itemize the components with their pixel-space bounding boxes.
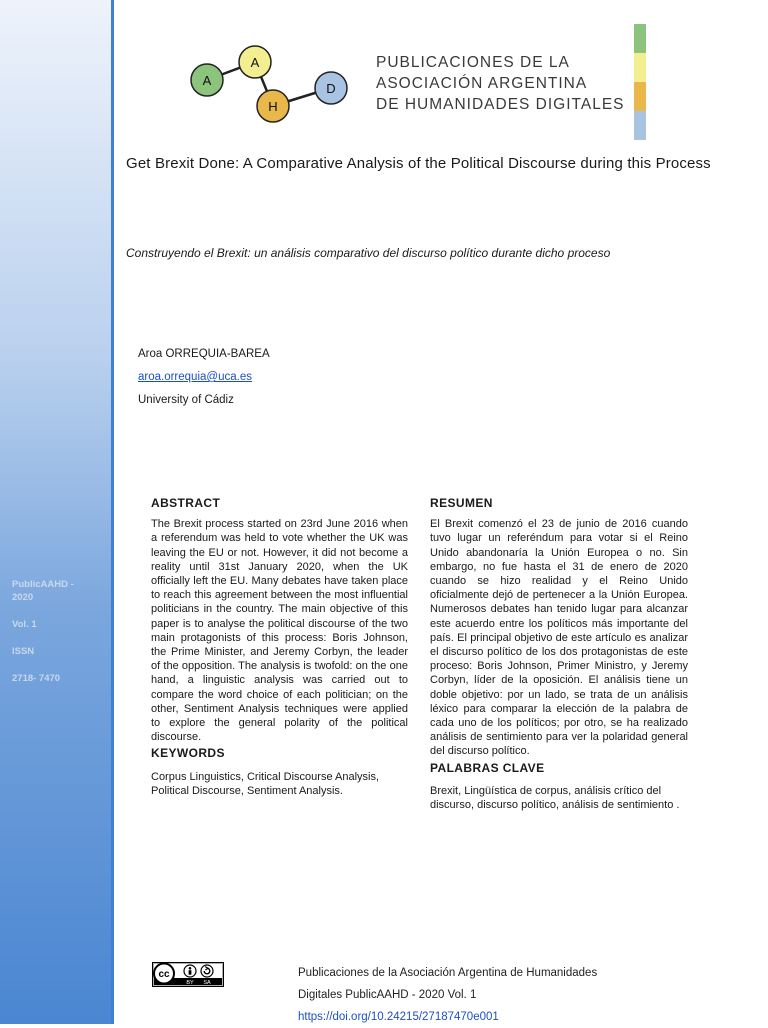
footer-line-2: Digitales PublicAAHD - 2020 Vol. 1 — [298, 989, 477, 1001]
author-name: Aroa ORREQUIA-BAREA — [138, 348, 270, 360]
publisher-name — [376, 52, 625, 115]
author-affiliation: University of Cádiz — [138, 394, 234, 406]
abstract-text: The Brexit process started on 23rd June 2016 when a referendum was held to vote whether the UK was leaving the EU or not. However, it did not become a reality until 31st January 2020, when the UK officially left the EU. Many debates have taken place to reach this agreement between the most influential politicians in the country. The main objective of this paper is to analyse the political discourse of the two main protagonists of this process: Boris Johnson, the Prime Minister, and Jeremy Corbyn, the leader of the opposition. The analysis is twofold: on the one hand, a linguistic analysis was carried out to compare the word choice of each politician; on the other, Sentiment Analysis techniques were applied to explore the general polarity of the political discourse. — [151, 518, 408, 744]
sidebar-issn: 2718- 7470 — [12, 673, 61, 684]
sidebar-issn-label: ISSN — [12, 646, 35, 657]
publisher-line-1: PUBLICACIONES DE LA — [376, 54, 570, 71]
resumen-column — [430, 496, 688, 812]
sidebar-year: 2020 — [12, 592, 34, 603]
publisher-line-2: ASOCIACIÓN ARGENTINA — [376, 75, 588, 92]
author-block — [138, 343, 270, 412]
resumen-text: El Brexit comenzó el 23 de junio de 2016 cuando tuvo lugar un referéndum para votar si el Reino Unido abandonaría la Unión Europea o no. Sin embargo, no fue hasta el 31 de enero de 2020 cuando se hizo realidad y el Reino Unido oficialmente dejó de pertenecer a la Unión Europea. Numerosos debates han tenido lugar para alcanzar este acuerdo entre los políticos más importante del país. El principal objetivo de este artículo es analizar el discurso político de los dos protagonistas de este proceso: Boris Johnson, Primer Ministro, y Jeremy Corbyn, líder de la oposición. El análisis tiene un doble objetivo: por un lado, se trata de un análisis léxico para comparar la elección de la palabra de cada uno de los políticos; por otro, se ha realizado análisis de sentimiento para ver la polaridad general del discurso político. — [430, 518, 688, 758]
doi-link[interactable]: https://doi.org/10.24215/27187470e001 — [298, 1011, 499, 1023]
article-subtitle: Construyendo el Brexit: un análisis comparativo del discurso político durante dicho proceso — [126, 246, 611, 260]
abstract-heading: ABSTRACT — [151, 496, 221, 510]
license-by-label: BY — [186, 980, 194, 986]
stripe-green — [634, 24, 646, 53]
keywords-text: Corpus Linguistics, Critical Discourse Analysis, Political Discourse, Sentiment Analysis. — [151, 770, 380, 797]
publisher-line-3: DE HUMANIDADES DIGITALES — [376, 96, 625, 113]
logo-letter-a2: A — [250, 55, 260, 70]
resumen-heading: RESUMEN — [430, 496, 493, 510]
stripe-blue — [634, 111, 646, 140]
author-email-link[interactable]: aroa.orrequia@uca.es — [138, 371, 252, 383]
logo-letter-d: D — [326, 81, 336, 96]
abstract-column — [151, 496, 408, 798]
sidebar-journal: PublicAAHD - — [12, 579, 74, 590]
left-sidebar — [0, 0, 114, 1024]
color-stripes — [634, 24, 646, 140]
logo-letter-h: H — [268, 99, 278, 114]
footer-line-1: Publicaciones de la Asociación Argentina de Humanidades — [298, 967, 598, 979]
share-alike-icon — [201, 965, 213, 977]
logo-letter-a1: A — [202, 73, 212, 88]
creative-commons-license-badge[interactable] — [152, 962, 224, 987]
sidebar-volume: Vol. 1 — [12, 619, 37, 630]
sidebar-journal-info — [12, 578, 74, 685]
svg-text:cc: cc — [158, 969, 170, 980]
keywords-heading: KEYWORDS — [151, 746, 225, 761]
stripe-yellow — [634, 53, 646, 82]
license-sa-label: SA — [203, 980, 211, 986]
aahd-logo — [180, 36, 370, 132]
palabras-clave-text: Brexit, Lingüística de corpus, análisis crítico del discurso, discurso político, análisis de sentimiento . — [430, 784, 680, 812]
palabras-clave-heading: PALABRAS CLAVE — [430, 760, 545, 775]
stripe-orange — [634, 82, 646, 111]
article-title: Get Brexit Done: A Comparative Analysis of the Political Discourse during this Process — [126, 155, 711, 172]
footer-citation — [298, 962, 597, 1028]
